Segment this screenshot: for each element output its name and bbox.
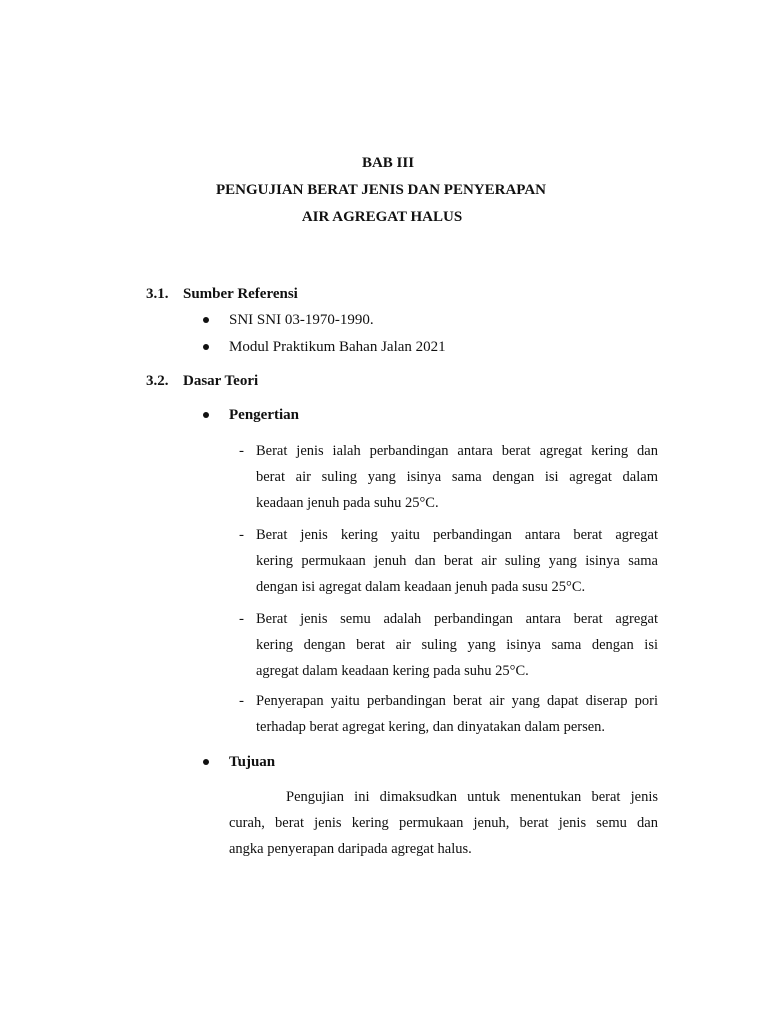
chapter-heading (0, 150, 768, 231)
definition-berat-jenis-semu (256, 606, 658, 684)
section-title-dasar-teori: Dasar Teori (183, 373, 259, 389)
bullet-icon (203, 412, 209, 418)
definition-line: keadaan jenuh pada suhu 25°C. (256, 495, 439, 511)
definition-penyerapan (256, 688, 658, 740)
chapter-title-line-1: PENGUJIAN BERAT JENIS DAN PENYERAPAN (215, 182, 547, 198)
subheading-tujuan: Tujuan (229, 754, 276, 770)
definition-line: agregat dalam keadaan kering pada suhu 25°C. (256, 663, 529, 679)
bullet-icon (203, 344, 209, 350)
tujuan-paragraph (229, 784, 658, 862)
definition-line: Berat jenis semu adalah perbandingan antara berat agregat (256, 611, 658, 627)
definition-berat-jenis (256, 438, 658, 516)
reference-item-2: Modul Praktikum Bahan Jalan 2021 (229, 339, 446, 355)
tujuan-line: angka penyerapan daripada agregat halus. (229, 841, 472, 857)
tujuan-line: Pengujian ini dimaksudkan untuk menentukan berat jenis (286, 789, 658, 805)
definition-line: dengan isi agregat dalam keadaan jenuh pada susu 25°C. (256, 579, 586, 595)
bullet-icon (203, 759, 209, 765)
dash-marker: - (239, 527, 244, 543)
definition-line: Berat jenis kering yaitu perbandingan antara berat agregat (256, 527, 658, 543)
definition-line: Penyerapan yaitu perbandingan berat air yang dapat diserap pori (256, 693, 658, 709)
chapter-title-line-2: AIR AGREGAT HALUS (301, 209, 463, 225)
dash-marker: - (239, 443, 244, 459)
section-title-sumber-referensi: Sumber Referensi (183, 286, 298, 302)
section-number-3-2: 3.2. (146, 373, 169, 389)
section-number-3-1: 3.1. (146, 286, 169, 302)
dash-marker: - (239, 611, 244, 627)
bullet-icon (203, 317, 209, 323)
definition-line: Berat jenis ialah perbandingan antara berat agregat kering dan (256, 443, 658, 459)
dash-marker: - (239, 693, 244, 709)
subheading-pengertian: Pengertian (229, 407, 299, 423)
reference-item-1: SNI SNI 03-1970-1990. (229, 312, 374, 328)
definition-berat-jenis-kering (256, 522, 658, 600)
chapter-number: BAB III (361, 155, 415, 171)
definition-line: terhadap berat agregat kering, dan dinyatakan dalam persen. (256, 719, 606, 735)
definition-line: berat air suling yang isinya sama dengan isi agregat dalam (256, 469, 658, 485)
definition-line: kering permukaan jenuh dan berat air suling yang isinya sama (256, 553, 658, 569)
tujuan-line: curah, berat jenis kering permukaan jenuh, berat jenis semu dan (229, 815, 658, 831)
definition-line: kering dengan berat air suling yang isinya sama dengan isi (256, 637, 658, 653)
